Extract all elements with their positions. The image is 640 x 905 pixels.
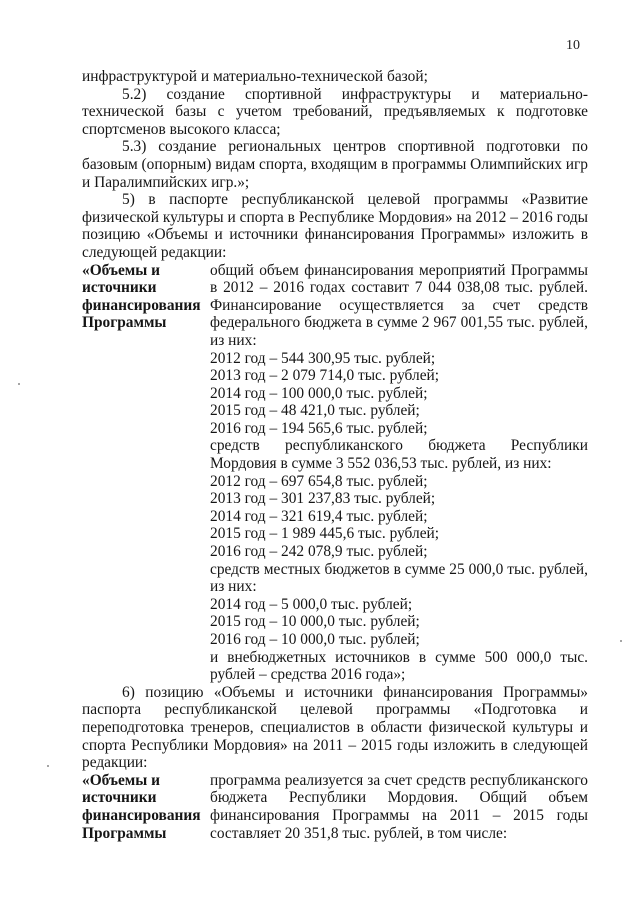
funding-line: 2016 год – 10 000,0 тыс. рублей; xyxy=(210,631,420,648)
scan-speck xyxy=(47,765,49,767)
funding-label xyxy=(82,772,210,842)
funding-line: 2015 год – 10 000,0 тыс. рублей; xyxy=(210,613,420,631)
funding-line: 2015 год – 1 989 445,6 тыс. рублей; xyxy=(210,525,440,543)
funding-label-line: финансирования xyxy=(82,806,201,824)
funding-line: 2014 год – 321 619,4 тыс. рублей; xyxy=(210,507,428,525)
scan-speck xyxy=(18,383,20,385)
funding-label-line: источники xyxy=(82,279,157,297)
funding-line: 2016 год – 194 565,6 тыс. рублей; xyxy=(210,419,428,437)
funding-label-line: Программы xyxy=(82,314,167,332)
funding-source-local: средств местных бюджетов в сумме 25 000,0 тыс. рублей, из них: xyxy=(210,560,588,596)
page-number: 10 xyxy=(566,38,580,53)
funding-label-line: «Объемы и xyxy=(82,771,160,789)
funding-total: общий объем финансирования мероприятий Программы в 2012 – 2016 годах составит 7 044 038,08 тыс. рублей. Финансирование осуществляется за счет средств федерального бюджета в сумме 2 967 001,55 тыс. рублей, из них: xyxy=(210,261,588,349)
funding-block-sport-program xyxy=(82,262,588,684)
paragraph-item-5-2: 5.2) создание спортивной инфраструктуры и материально-технической базы с учетом требований, предъявляемых к подготовке спортсменов высокого класса; xyxy=(82,85,588,138)
document-body xyxy=(82,68,588,842)
funding-total: программа реализуется за счет средств республиканского бюджета Республики Мордовия. Общий объем финансирования Программы на 2011 – 2015 годы составляет 20 351,8 тыс. рублей, в том числе: xyxy=(210,771,588,842)
funding-details xyxy=(210,772,588,842)
scan-speck xyxy=(620,640,622,642)
funding-line: 2014 год – 100 000,0 тыс. рублей; xyxy=(210,384,428,402)
funding-label-line: «Объемы и xyxy=(82,261,160,279)
paragraph-item-6: 6) позицию «Объемы и источники финансирования Программы» паспорта республиканской целевой программы «Подготовка и переподготовка тренеров, специалистов в области физической культуры и спорта Республики Мордовия» на 2011 – 2015 годы изложить в следующей редакции: xyxy=(82,683,588,772)
funding-source-republican: средств республиканского бюджета Республики Мордовия в сумме 3 552 036,53 тыс. рублей, из них: xyxy=(210,437,588,473)
paragraph-item-5: 5) в паспорте республиканской целевой программы «Развитие физической культуры и спорта в Республике Мордовия» на 2012 – 2016 годы позицию «Объемы и источники финансирования Программы» изложить в следующей редакции: xyxy=(82,191,588,261)
funding-label xyxy=(82,262,210,684)
funding-details xyxy=(210,262,588,684)
funding-line: 2015 год – 48 421,0 тыс. рублей; xyxy=(210,402,420,420)
funding-line: 2012 год – 544 300,95 тыс. рублей; xyxy=(210,349,436,367)
funding-block-training-program xyxy=(82,772,588,842)
paragraph-item-5-3: 5.3) создание региональных центров спортивной подготовки по базовым (опорным) видам спорта, входящим в программы Олимпийских игр и Паралимпийских игр.»; xyxy=(82,138,588,191)
funding-label-line: Программы xyxy=(82,824,167,842)
funding-line: 2016 год – 242 078,9 тыс. рублей; xyxy=(210,543,428,561)
funding-line: 2014 год – 5 000,0 тыс. рублей; xyxy=(210,595,413,613)
funding-label-line: финансирования xyxy=(82,296,201,314)
paragraph-continuation: инфраструктурой и материально-технической базой; xyxy=(82,68,428,85)
funding-line: 2013 год – 301 237,83 тыс. рублей; xyxy=(210,490,436,508)
funding-line: 2012 год – 697 654,8 тыс. рублей; xyxy=(210,472,428,490)
funding-label-line: источники xyxy=(82,789,157,807)
funding-line: 2013 год – 2 079 714,0 тыс. рублей; xyxy=(210,367,440,385)
funding-source-extrabudgetary: и внебюджетных источников в сумме 500 000,0 тыс. рублей – средства 2016 года»; xyxy=(210,648,588,684)
